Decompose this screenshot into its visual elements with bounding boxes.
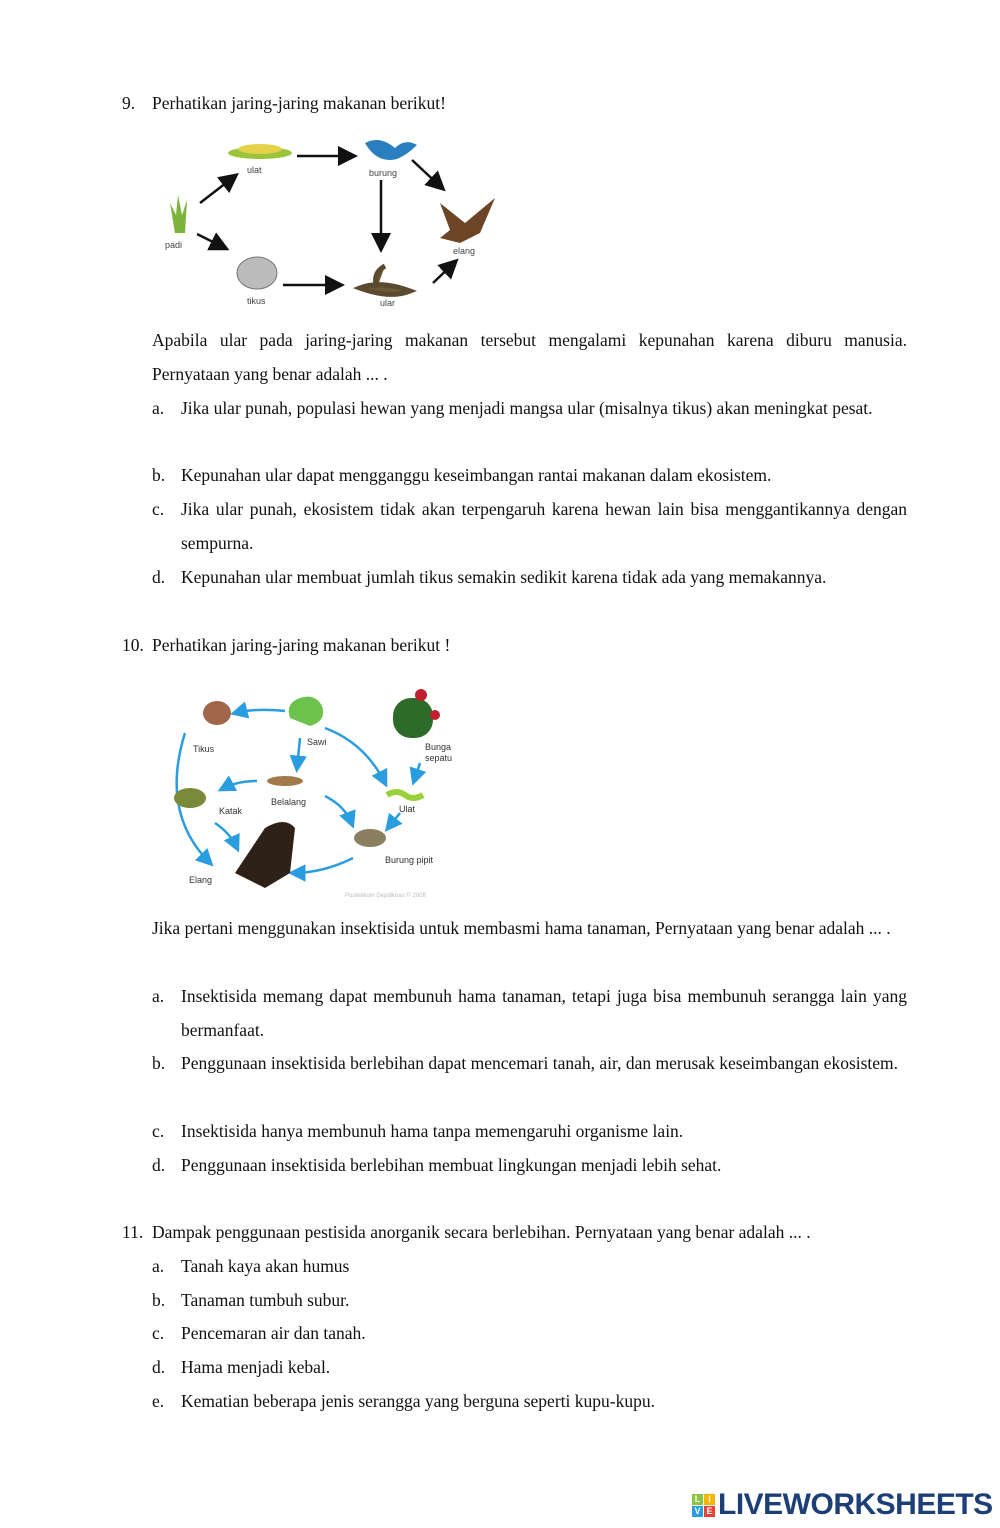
label-sawi: Sawi bbox=[307, 737, 327, 747]
label-padi: padi bbox=[165, 240, 183, 250]
option-letter: c. bbox=[152, 1121, 165, 1141]
eagle-image bbox=[440, 198, 495, 243]
option-11b[interactable] bbox=[152, 1283, 907, 1317]
label-burung: burung bbox=[369, 168, 398, 178]
mouse-image bbox=[237, 257, 277, 289]
option-10c[interactable] bbox=[152, 1114, 907, 1148]
logo-letter: I bbox=[704, 1494, 715, 1505]
logo-letter: V bbox=[692, 1506, 703, 1517]
option-text: Insektisida memang dapat membunuh hama tanaman, tetapi juga bisa membunuh serangga lain yang bermanfaat. bbox=[181, 986, 907, 1040]
question-11-header bbox=[0, 1215, 1000, 1249]
grass-image bbox=[170, 195, 187, 233]
option-11e[interactable] bbox=[152, 1384, 907, 1418]
option-9d[interactable] bbox=[152, 560, 907, 594]
option-letter: a. bbox=[152, 1256, 165, 1276]
logo-letter: E bbox=[704, 1506, 715, 1517]
question-10-header bbox=[0, 628, 1000, 662]
bird-image bbox=[365, 140, 417, 160]
option-text: Kepunahan ular dapat mengganggu keseimbangan rantai makanan dalam ekosistem. bbox=[181, 465, 772, 485]
label-bunga: Bunga bbox=[425, 742, 452, 752]
option-text: Kematian beberapa jenis serangga yang berguna seperti kupu-kupu. bbox=[181, 1391, 655, 1411]
option-letter: b. bbox=[152, 1290, 166, 1310]
option-11c[interactable] bbox=[152, 1316, 907, 1350]
label-tikus: tikus bbox=[247, 296, 266, 306]
question-number: 9. bbox=[122, 93, 136, 113]
food-web-diagram-2 bbox=[155, 683, 465, 903]
question-text: Perhatikan jaring-jaring makanan berikut ! bbox=[152, 635, 451, 655]
option-text: Penggunaan insektisida berlebihan dapat mencemari tanah, air, dan merusak keseimbangan ekosistem. bbox=[181, 1053, 899, 1073]
label-belalang: Belalang bbox=[271, 797, 307, 807]
question-9-stem: Apabila ular pada jaring-jaring makanan tersebut mengalami kepunahan karena diburu manusia. Pernyataan yang benar adalah ... . bbox=[152, 330, 907, 384]
question-10-stem: Jika pertani menggunakan insektisida untuk membasmi hama tanaman, Pernyataan yang benar adalah ... . bbox=[152, 918, 891, 938]
question-text: Dampak penggunaan pestisida anorganik secara berlebihan. Pernyataan yang benar adalah ... . bbox=[152, 1222, 811, 1242]
option-10d[interactable] bbox=[152, 1148, 907, 1182]
eagle-image bbox=[235, 822, 295, 888]
option-text: Hama menjadi kebal. bbox=[181, 1357, 331, 1377]
frog-image bbox=[174, 788, 206, 808]
hibiscus-image bbox=[393, 698, 433, 738]
option-text: Pencemaran air dan tanah. bbox=[181, 1323, 366, 1343]
label-tikus: Tikus bbox=[193, 744, 215, 754]
option-letter: b. bbox=[152, 1053, 166, 1073]
label-sepatu: sepatu bbox=[425, 753, 453, 763]
option-letter: e. bbox=[152, 1391, 165, 1411]
label-ular: ular bbox=[380, 298, 396, 308]
option-text: Kepunahan ular membuat jumlah tikus semakin sedikit karena tidak ada yang memakannya. bbox=[181, 567, 827, 587]
option-text: Tanaman tumbuh subur. bbox=[181, 1290, 350, 1310]
option-letter: d. bbox=[152, 567, 166, 587]
label-burung-pipit: Burung pipit bbox=[385, 855, 434, 865]
caterpillar-image bbox=[387, 792, 423, 798]
option-text: Insektisida hanya membunuh hama tanpa memengaruhi organisme lain. bbox=[181, 1121, 684, 1141]
option-letter: a. bbox=[152, 986, 165, 1006]
food-web-diagram-1 bbox=[155, 128, 500, 313]
label-elang: elang bbox=[453, 246, 476, 256]
option-11a[interactable] bbox=[152, 1249, 907, 1283]
option-letter: a. bbox=[152, 398, 165, 418]
option-10b[interactable] bbox=[152, 1046, 907, 1080]
option-9c[interactable] bbox=[152, 492, 907, 560]
mouse-image bbox=[203, 701, 231, 725]
label-elang: Elang bbox=[189, 875, 213, 885]
question-9-header bbox=[0, 86, 1000, 120]
label-ulat: ulat bbox=[247, 165, 262, 175]
option-text: Penggunaan insektisida berlebihan membuat lingkungan menjadi lebih sehat. bbox=[181, 1155, 722, 1175]
sparrow-image bbox=[354, 829, 386, 847]
option-10a[interactable] bbox=[152, 979, 907, 1047]
option-letter: b. bbox=[152, 465, 166, 485]
logo-icon bbox=[692, 1494, 715, 1517]
grasshopper-image bbox=[267, 776, 303, 786]
option-11d[interactable] bbox=[152, 1350, 907, 1384]
snake-image bbox=[360, 266, 410, 294]
mustard-greens-image bbox=[289, 697, 323, 726]
option-letter: d. bbox=[152, 1357, 166, 1377]
option-text: Jika ular punah, ekosistem tidak akan terpengaruh karena hewan lain bisa menggantikannya dengan sempurna. bbox=[181, 499, 907, 553]
option-9a[interactable] bbox=[152, 391, 907, 425]
logo-letter: L bbox=[692, 1494, 703, 1505]
question-number: 10. bbox=[122, 635, 144, 655]
option-9b[interactable] bbox=[152, 458, 907, 492]
question-text: Perhatikan jaring-jaring makanan berikut! bbox=[152, 93, 446, 113]
question-number: 11. bbox=[122, 1222, 144, 1242]
option-letter: d. bbox=[152, 1155, 166, 1175]
option-text: Tanah kaya akan humus bbox=[181, 1256, 350, 1276]
label-katak: Katak bbox=[219, 806, 243, 816]
logo-wordmark: LIVEWORKSHEETS bbox=[718, 1488, 993, 1521]
option-letter: c. bbox=[152, 1323, 165, 1343]
option-text: Jika ular punah, populasi hewan yang menjadi mangsa ular (misalnya tikus) akan meningkat pesat. bbox=[181, 398, 873, 418]
image-credit: Pustekkom Depdiknas © 2008 bbox=[345, 893, 426, 899]
label-ulat: Ulat bbox=[399, 804, 416, 814]
liveworksheets-logo bbox=[692, 1488, 993, 1522]
option-letter: c. bbox=[152, 499, 165, 519]
